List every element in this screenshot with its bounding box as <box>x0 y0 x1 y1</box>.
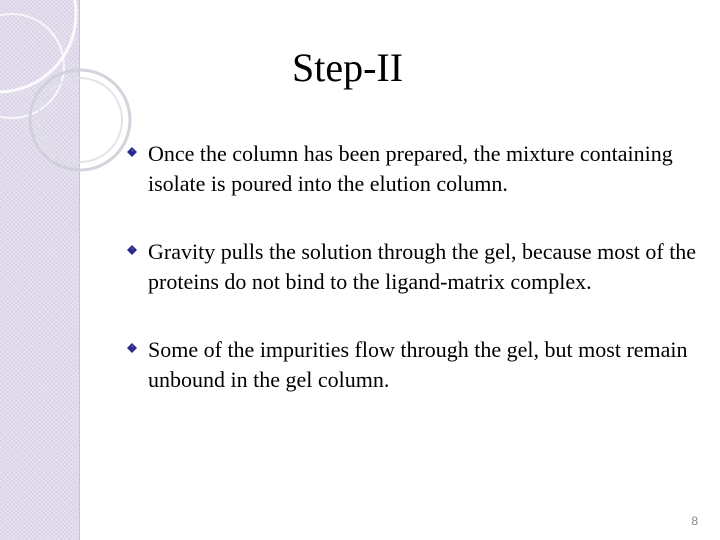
diamond-bullet-icon <box>127 147 137 157</box>
bullet-text: Some of the impurities flow through the gel, but most remain unbound in the gel column. <box>148 337 688 392</box>
bullet-text: Once the column has been prepared, the mixture containing isolate is poured into the elution column. <box>148 141 673 196</box>
bullet-item <box>127 335 707 395</box>
diamond-bullet-icon <box>127 343 137 353</box>
slide-title: Step-II <box>292 45 404 90</box>
diamond-bullet-icon <box>127 245 137 255</box>
page-number: 8 <box>691 514 698 528</box>
side-panel-edge <box>79 0 80 540</box>
bullet-item <box>127 139 707 199</box>
bullet-list <box>127 139 707 395</box>
bullet-text: Gravity pulls the solution through the gel, because most of the proteins do not bind to the ligand-matrix complex. <box>148 239 697 294</box>
side-panel <box>0 0 79 540</box>
bullet-item <box>127 237 707 297</box>
